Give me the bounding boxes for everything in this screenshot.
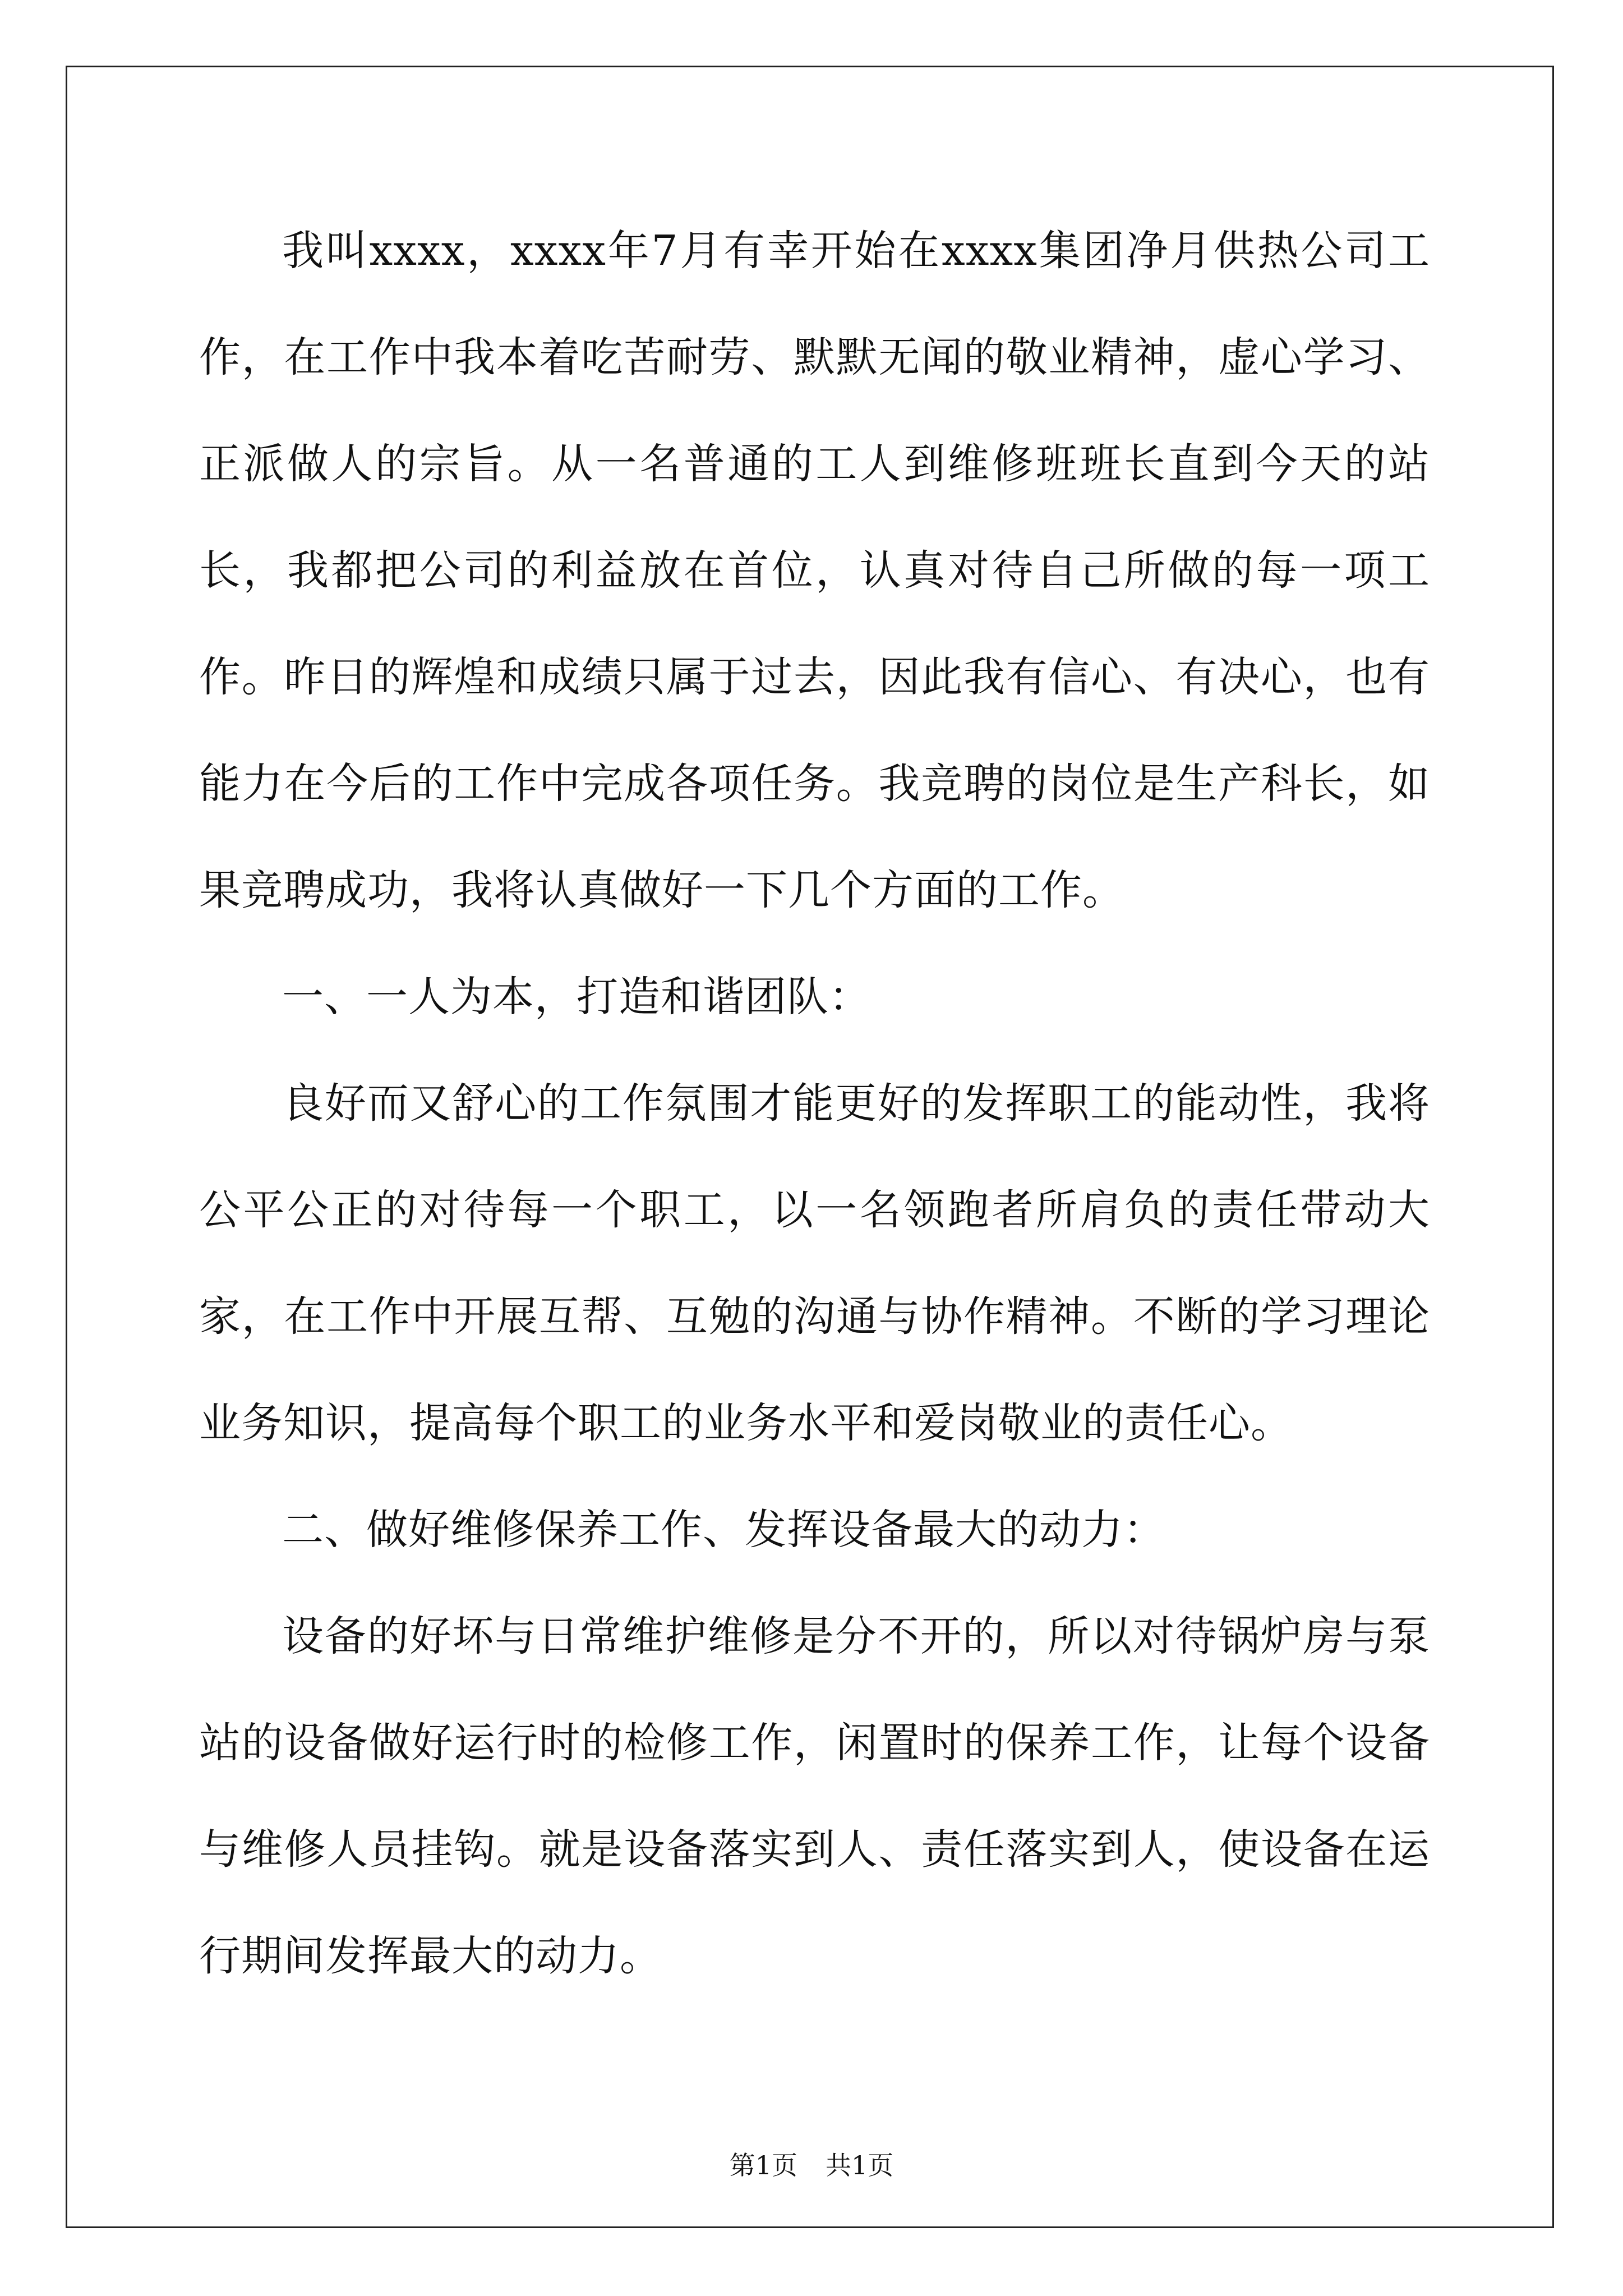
page-footer <box>0 2148 1623 2182</box>
document-body <box>199 197 1430 2009</box>
heading-section-1: 一、一人为本，打造和谐团队： <box>282 973 871 1021</box>
page-number: 第1页 <box>729 2150 797 2180</box>
heading-section-2: 二、做好维修保养工作、发挥设备最大的动力： <box>282 1506 1165 1554</box>
page-total: 共1页 <box>826 2150 894 2180</box>
paragraph-section-2: 设备的好坏与日常维护维修是分不开的，所以对待锅炉房与泵站的设备做好运行时的检修工作，闲置时的保养工作，让每个设备与维修人员挂钩。就是设备落实到人、责任落实到人，使设备在运行期间发挥最大的动力。 <box>199 1612 1430 1980</box>
paragraph-intro: 我叫xxxx，xxxx年7月有幸开始在xxxx集团净月供热公司工作，在工作中我本着吃苦耐劳、默默无闻的敬业精神，虚心学习、正派做人的宗旨。从一名普通的工人到维修班班长直到今天的站长，我都把公司的利益放在首位，认真对待自己所做的每一项工作。昨日的辉煌和成绩只属于过去，因此我有信心、有决心，也有能力在今后的工作中完成各项任务。我竞聘的岗位是生产科长，如果竞聘成功，我将认真做好一下几个方面的工作。 <box>199 227 1430 914</box>
paragraph-section-1: 良好而又舒心的工作氛围才能更好的发挥职工的能动性，我将公平公正的对待每一个职工，以一名领跑者所肩负的责任带动大家，在工作中开展互帮、互勉的沟通与协作精神。不断的学习理论业务知识，提高每个职工的业务水平和爱岗敬业的责任心。 <box>199 1079 1430 1447</box>
